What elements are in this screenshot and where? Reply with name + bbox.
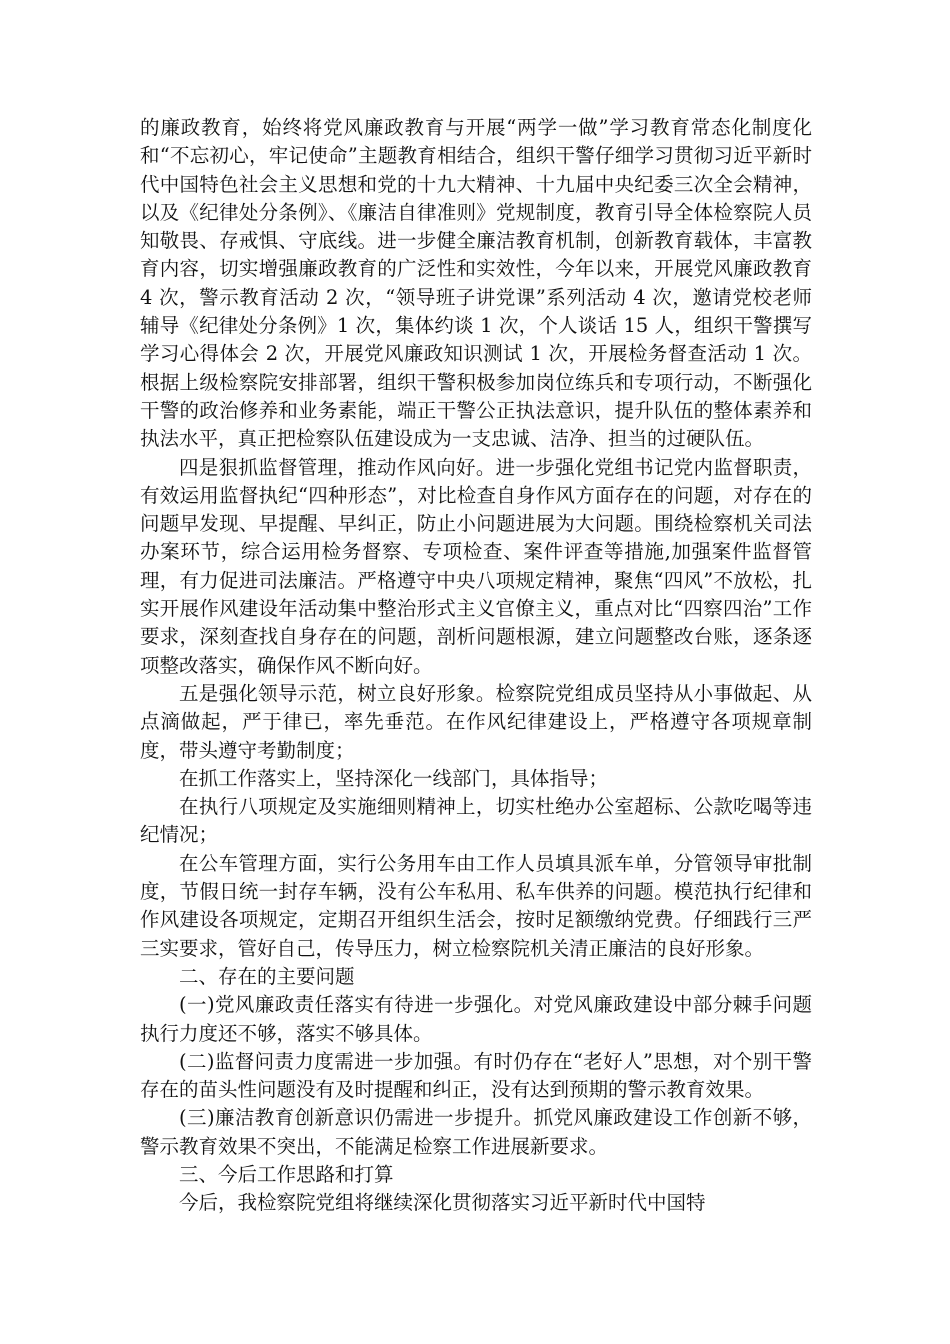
paragraph-problem-1: (一)党风廉政责任落实有待进一步强化。对党风廉政建设中部分棘手问题执行力度还不够，落实不够具体。	[140, 993, 812, 1045]
section-heading-problems: 二、存在的主要问题	[179, 964, 355, 988]
paragraph-plans-1: 今后，我检察院党组将继续深化贯彻落实习近平新时代中国特	[179, 1191, 706, 1215]
paragraph-3: 五是强化领导示范，树立良好形象。检察院党组成员坚持从小事做起、从点滴做起，严于律已，率先垂范。在作风纪律建设上，严格遵守各项规章制度，带头遵守考勤制度；	[140, 681, 812, 762]
paragraph-4: 在抓工作落实上，坚持深化一线部门，具体指导；	[179, 766, 609, 790]
paragraph-problem-3: (三)廉洁教育创新意识仍需进一步提升。抓党风廉政建设工作创新不够，警示教育效果不突出，不能满足检察工作进展新要求。	[140, 1106, 812, 1158]
paragraph-5: 在执行八项规定及实施细则精神上，切实杜绝办公室超标、公款吃喝等违纪情况；	[140, 795, 812, 847]
paragraph-2: 四是狠抓监督管理，推动作风向好。进一步强化党组书记党内监督职责，有效运用监督执纪“四种形态”，对比检查自身作风方面存在的问题，对存在的问题早发现、早提醒、早纠正，防止小问题进展为大问题。围绕检察机关司法办案环节，综合运用检务督察、专项检查、案件评查等措施,加强案件监督管理，有力促进司法廉洁。严格遵守中央八项规定精神，聚焦“四风”不放松，扎实开展作风建设年活动集中整治形式主义官僚主义，重点对比“四察四治”工作要求，深刻查找自身存在的问题，剖析问题根源，建立问题整改台账，逐条逐项整改落实，确保作风不断向好。	[140, 455, 812, 677]
document-body	[140, 114, 812, 1218]
section-heading-plans: 三、今后工作思路和打算	[179, 1162, 394, 1186]
paragraph-6: 在公车管理方面，实行公务用车由工作人员填具派车单，分管领导审批制度，节假日统一封存车辆，没有公车私用、私车供养的问题。模范执行纪律和作风建设各项规定，定期召开组织生活会，按时足额缴纳党费。仔细践行三严三实要求，管好自己，传导压力，树立检察院机关清正廉洁的良好形象。	[140, 851, 812, 960]
paragraph-1: 的廉政教育，始终将党风廉政教育与开展“两学一做”学习教育常态化制度化和“不忘初心，牢记使命”主题教育相结合，组织干警仔细学习贯彻习近平新时代中国特色社会主义思想和党的十九大精神、十九届中央纪委三次全会精神，以及《纪律处分条例》、《廉洁自律准则》党规制度，教育引导全体检察院人员知敬畏、存戒惧、守底线。进一步健全廉洁教育机制，创新教育载体，丰富教育内容，切实增强廉政教育的广泛性和实效性，今年以来，开展党风廉政教育 4 次，警示教育活动 2 次，“领导班子讲党课”系列活动 4 次，邀请党校老师辅导《纪律处分条例》1 次，集体约谈 1 次，个人谈话 15 人，组织干警撰写学习心得体会 2 次，开展党风廉政知识测试 1 次，开展检务督查活动 1 次。根据上级检察院安排部署，组织干警积极参加岗位练兵和专项行动，不断强化干警的政治修养和业务素能，端正干警公正执法意识，提升队伍的整体素养和执法水平，真正把检察队伍建设成为一支忠诚、洁净、担当的过硬队伍。	[140, 116, 812, 451]
paragraph-problem-2: (二)监督问责力度需进一步加强。有时仍存在“老好人”思想，对个别干警存在的苗头性问题没有及时提醒和纠正，没有达到预期的警示教育效果。	[140, 1049, 812, 1102]
